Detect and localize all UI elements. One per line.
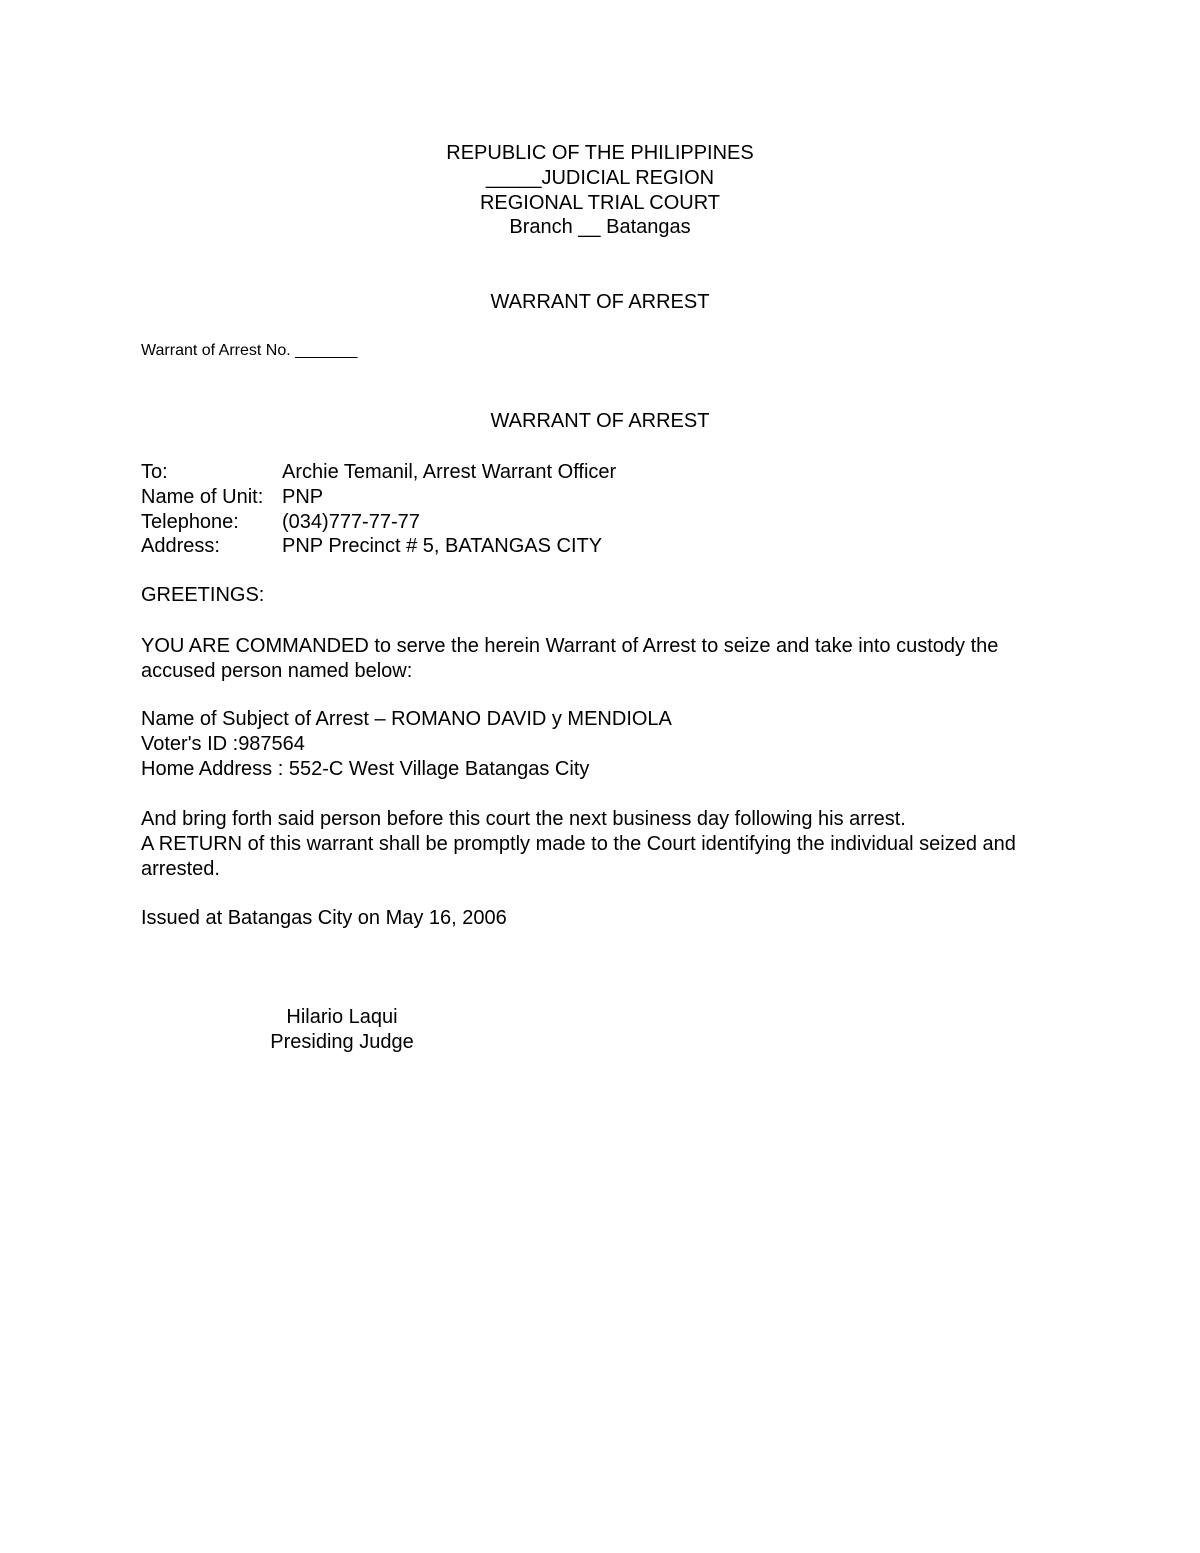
command-paragraph: YOU ARE COMMANDED to serve the herein Warrant of Arrest to seize and take into custody the accused person named below:	[141, 635, 999, 682]
header-judicial-region: _____JUDICIAL REGION	[485, 166, 715, 189]
subject-home-address: Home Address : 552-C West Village Batangas City	[141, 757, 590, 780]
court-header	[0, 141, 1200, 240]
header-branch: Branch __ Batangas	[509, 216, 691, 239]
addressee-row-unit	[141, 485, 616, 510]
document-title: WARRANT OF ARREST	[490, 291, 710, 313]
addressee-label: Telephone:	[141, 510, 239, 533]
addressee-value: PNP Precinct # 5, BATANGAS CITY	[282, 535, 603, 558]
judge-name: Hilario Laqui	[286, 1006, 398, 1028]
signature-block	[242, 1005, 442, 1055]
warrant-number: Warrant of Arrest No. _______	[141, 342, 358, 359]
addressee-label: Name of Unit:	[141, 485, 264, 508]
addressee-value: Archie Temanil, Arrest Warrant Officer	[282, 461, 617, 483]
return-paragraph: A RETURN of this warrant shall be promptly made to the Court identifying the individual seized and arrested.	[141, 832, 1016, 880]
addressee-row-to	[141, 460, 616, 485]
addressee-row-address	[141, 534, 616, 559]
bring-forth-paragraph: And bring forth said person before this court the next business day following his arrest.	[141, 808, 906, 830]
judge-title: Presiding Judge	[270, 1030, 414, 1053]
addressee-value: PNP	[282, 485, 324, 508]
header-court: REGIONAL TRIAL COURT	[479, 191, 721, 214]
issued-line: Issued at Batangas City on May 16, 2006	[141, 907, 507, 929]
addressee-label: To:	[141, 461, 168, 483]
subject-voters-id: Voter's ID :987564	[141, 732, 305, 755]
document-title-repeat: WARRANT OF ARREST	[490, 410, 710, 432]
header-republic: REPUBLIC OF THE PHILIPPINES	[446, 142, 754, 164]
addressee-value: (034)777-77-77	[282, 510, 420, 533]
addressee-row-telephone	[141, 510, 616, 535]
subject-block	[141, 707, 1061, 781]
addressee-block	[141, 460, 616, 559]
addressee-label: Address:	[141, 535, 220, 558]
subject-name: Name of Subject of Arrest – ROMANO DAVID y MENDIOLA	[141, 708, 672, 730]
greetings: GREETINGS:	[141, 584, 265, 606]
instructions-block	[141, 807, 1061, 881]
